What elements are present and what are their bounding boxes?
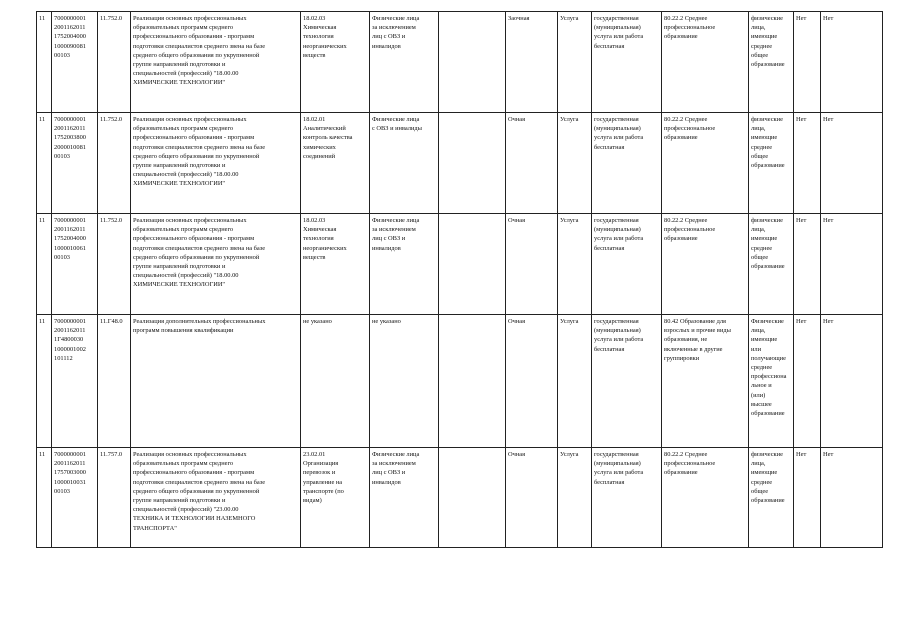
- flag-1: Нет: [794, 315, 821, 448]
- registry-code: 7000000001 2001162011 1752004000 1000090081 00103: [52, 12, 98, 113]
- service-type: Услуга: [558, 448, 592, 548]
- flag-2: Нет: [821, 12, 883, 113]
- service-kind: государственная (муниципальная) услуга или работа бесплатная: [592, 315, 662, 448]
- registry-table: [36, 11, 883, 548]
- table-row: [37, 113, 883, 214]
- table-row: [37, 12, 883, 113]
- study-form: Очная: [506, 113, 558, 214]
- row-number: 11: [37, 448, 52, 548]
- specialty: 18.02.01 Аналитический контроль качества химических соединений: [301, 113, 370, 214]
- flag-1: Нет: [794, 12, 821, 113]
- education-requirement: физические лица, имеющие среднее общее образование: [749, 12, 794, 113]
- okved-name: 80.22.2 Среднее профессиональное образование: [662, 214, 749, 315]
- registry-code: 7000000001 2001162011 1757003000 1000010031 00103: [52, 448, 98, 548]
- service-type: Услуга: [558, 214, 592, 315]
- service-type: Услуга: [558, 315, 592, 448]
- consumer-category: Физические лица за исключением лиц с ОВЗ и инвалидов: [370, 448, 439, 548]
- flag-2: Нет: [821, 214, 883, 315]
- empty-cell: [439, 448, 506, 548]
- flag-1: Нет: [794, 448, 821, 548]
- row-number: 11: [37, 12, 52, 113]
- education-requirement: Физические лица, имеющие или получающие среднее профессиона льное и (или) высшее образование: [749, 315, 794, 448]
- specialty: 18.02.03 Химическая технология неорганических веществ: [301, 214, 370, 315]
- specialty: 18.02.03 Химическая технология неорганических веществ: [301, 12, 370, 113]
- study-form: Очная: [506, 315, 558, 448]
- service-name: Реализация основных профессиональных образовательных программ среднего профессионального образования - программ подготовки специалистов среднего звена на базе среднего общего образования по укрупненной группе направлений подготовки и специальностей (профессий) "18.00.00 ХИМИЧЕСКИЕ ТЕХНОЛОГИИ": [131, 113, 301, 214]
- service-kind: государственная (муниципальная) услуга или работа бесплатная: [592, 448, 662, 548]
- service-code: 11.757.0: [98, 448, 131, 548]
- row-number: 11: [37, 315, 52, 448]
- service-code: 11.752.0: [98, 214, 131, 315]
- flag-2: Нет: [821, 113, 883, 214]
- study-form: Очная: [506, 214, 558, 315]
- service-kind: государственная (муниципальная) услуга или работа бесплатная: [592, 214, 662, 315]
- service-kind: государственная (муниципальная) услуга или работа бесплатная: [592, 12, 662, 113]
- education-requirement: физические лица, имеющие среднее общее образование: [749, 448, 794, 548]
- okved-name: 80.22.2 Среднее профессиональное образование: [662, 113, 749, 214]
- education-requirement: физические лица, имеющие среднее общее образование: [749, 113, 794, 214]
- row-number: 11: [37, 113, 52, 214]
- service-name: Реализация основных профессиональных образовательных программ среднего профессионального образования - программ подготовки специалистов среднего звена на базе среднего общего образования по укрупненной группе направлений подготовки и специальностей (профессий) "23.00.00 ТЕХНИКА И ТЕХНОЛОГИИ НАЗЕМНОГО ТРАНСПОРТА": [131, 448, 301, 548]
- education-requirement: физические лица, имеющие среднее общее образование: [749, 214, 794, 315]
- table-row: [37, 448, 883, 548]
- okved-name: 80.42 Образование для взрослых и прочие виды образования, не включенные в другие группировки: [662, 315, 749, 448]
- empty-cell: [439, 315, 506, 448]
- service-kind: государственная (муниципальная) услуга или работа бесплатная: [592, 113, 662, 214]
- service-type: Услуга: [558, 113, 592, 214]
- consumer-category: Физические лица с ОВЗ и инвалиды: [370, 113, 439, 214]
- flag-2: Нет: [821, 315, 883, 448]
- flag-2: Нет: [821, 448, 883, 548]
- service-name: Реализация основных профессиональных образовательных программ среднего профессионального образования - программ подготовки специалистов среднего звена на базе среднего общего образования по укрупненной группе направлений подготовки и специальностей (профессий) "18.00.00 ХИМИЧЕСКИЕ ТЕХНОЛОГИИ": [131, 214, 301, 315]
- consumer-category: Физические лица за исключением лиц с ОВЗ и инвалидов: [370, 12, 439, 113]
- consumer-category: Физические лица за исключением лиц с ОВЗ и инвалидов: [370, 214, 439, 315]
- study-form: Очная: [506, 448, 558, 548]
- service-code: 11.752.0: [98, 113, 131, 214]
- specialty: 23.02.01 Организация перевозок и управление на транспорте (по видам): [301, 448, 370, 548]
- service-name: Реализация дополнительных профессиональных программ повышения квалификации: [131, 315, 301, 448]
- registry-code: 7000000001 2001162011 1752003800 2000010081 00103: [52, 113, 98, 214]
- empty-cell: [439, 214, 506, 315]
- empty-cell: [439, 12, 506, 113]
- table-row: [37, 214, 883, 315]
- registry-code: 7000000001 2001162011 1752004000 1000010061 00103: [52, 214, 98, 315]
- flag-1: Нет: [794, 113, 821, 214]
- specialty: не указано: [301, 315, 370, 448]
- row-number: 11: [37, 214, 52, 315]
- registry-code: 7000000001 2001162011 1Г4800030 1000001002 101112: [52, 315, 98, 448]
- service-type: Услуга: [558, 12, 592, 113]
- service-name: Реализация основных профессиональных образовательных программ среднего профессионального образования - программ подготовки специалистов среднего звена на базе среднего общего образования по укрупненной группе направлений подготовки и специальностей (профессий) "18.00.00 ХИМИЧЕСКИЕ ТЕХНОЛОГИИ": [131, 12, 301, 113]
- okved-name: 80.22.2 Среднее профессиональное образование: [662, 448, 749, 548]
- consumer-category: не указано: [370, 315, 439, 448]
- empty-cell: [439, 113, 506, 214]
- study-form: Заочная: [506, 12, 558, 113]
- okved-name: 80.22.2 Среднее профессиональное образование: [662, 12, 749, 113]
- service-code: 11.Г48.0: [98, 315, 131, 448]
- table-row: [37, 315, 883, 448]
- flag-1: Нет: [794, 214, 821, 315]
- service-code: 11.752.0: [98, 12, 131, 113]
